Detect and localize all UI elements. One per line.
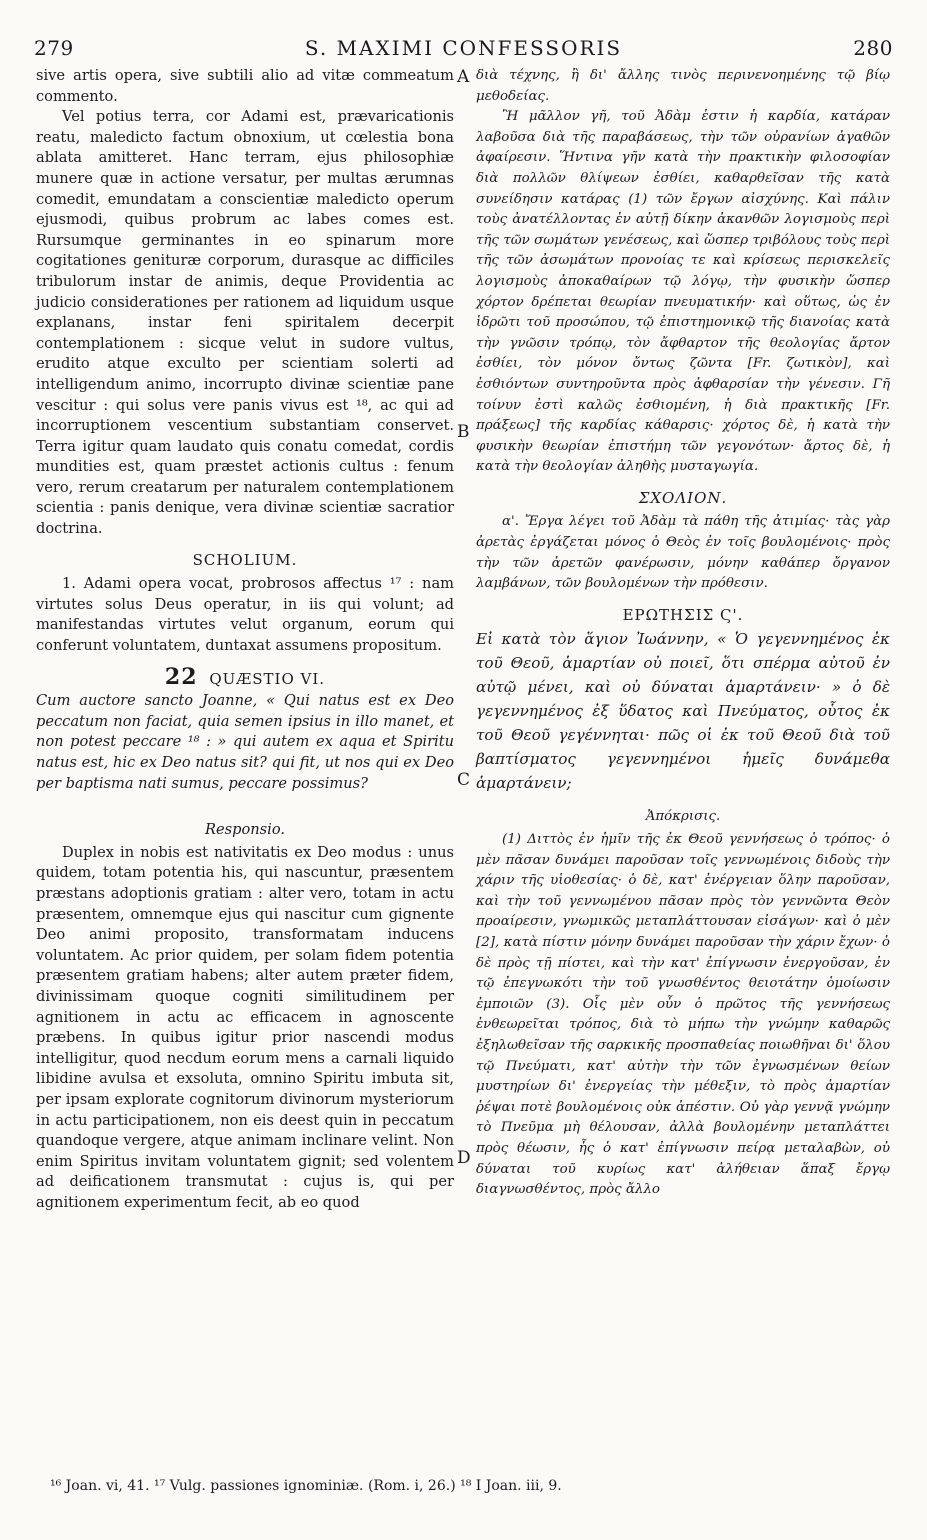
greek-question-text: Εἰ κατὰ τὸν ἅγιον Ἰωάννην, « Ὁ γεγεννημένος ἐκ τοῦ Θεοῦ, ἁμαρτίαν οὐ ποιεῖ, ὅτι σπέρμα αὐτοῦ ἐν αὐτῷ μένει, καὶ οὐ δύναται ἁμαρτάνειν· » ὁ δὲ γεγεννημένος ἐξ ὕδατος καὶ Πνεύματος, οὗτος ἐκ τοῦ Θεοῦ γεγέννηται· πῶς οἱ ἐκ τοῦ Θεοῦ διὰ τοῦ βαπτίσματος γεγεννημένοι ἡμεῖς δυνάμεθα ἁμαρτάνειν;	[476, 630, 890, 793]
right-page-number: 280	[853, 36, 893, 60]
running-title: S. MAXIMI CONFESSORIS	[304, 36, 623, 60]
greek-paragraph: διὰ τέχνης, ἢ δι' ἄλλης τινὸς περινενοημένης τῷ βίῳ μεθοδείας.	[476, 68, 890, 104]
latin-question-title: QUÆSTIO VI.	[209, 669, 326, 688]
greek-question-heading: ΕΡΩΤΗΣΙΣ Ϛ'.	[622, 605, 744, 624]
latin-scholium-text: 1. Adami opera vocat, probrosos affectus ¹⁷ : nam virtutes solus Deus operatur, in iis qui volunt; ad manifestandas virtutes velut organum, eorum qui conferunt voluntatem, duntaxat assumens propositum.	[36, 575, 454, 655]
left-page-number: 279	[34, 36, 74, 60]
greek-paragraph: Ἢ μᾶλλον γῆ, τοῦ Ἀδὰμ ἐστιν ἡ καρδία, κατάραν λαβοῦσα διὰ τῆς παραβάσεως, τὴν τῶν οὐρανίων ἀγαθῶν ἀφαίρεσιν. Ἥντινα γῆν κατὰ τὴν πρακτικὴν φιλοσοφίαν διὰ πολλῶν θλίψεων ἐσθίει, καθαρθεῖσαν τῆς κατὰ συνείδησιν κατάρας (1) τῶν ἔργων αἰσχύνης. Καὶ πάλιν τοὺς ἀνατέλλοντας ἐν αὐτῇ δίκην ἀκανθῶν λογισμοὺς περὶ τῆς τῶν σωμάτων γενέσεως, καὶ ὥσπερ τριβόλους τοὺς περὶ τῆς τῶν ἀσωμάτων προνοίας τε καὶ κρίσεως περισκελεῖς λογισμοὺς ἀποκαθαίρων τῷ λόγῳ, τὴν φυσικὴν ὥσπερ χόρτον δρέπεται θεωρίαν πνευματικήν· καὶ οὕτως, ὡς ἐν ἱδρῶτι τοῦ προσώπου, τῷ ἐπιστημονικῷ τῆς διανοίας κατὰ τὴν γνῶσιν τρόπῳ, τὸν ἄφθαρτον τῆς θεολογίας ἄρτον ἐσθίει, τὸν μόνον ὄντως ζῶντα [Fr. ζωτικὸν], καὶ ἐσθιόντων συντηροῦντα πρὸς ἀφθαρσίαν τὴν γένεσιν. Γῆ τοίνυν ἐστὶ καλῶς ἐσθιομένη, ἡ διὰ πρακτικῆς [Fr. πράξεως] τῆς καρδίας κάθαρσις· χόρτος δὲ, ἡ κατὰ τὴν φυσικὴν θεωρίαν ἐπιστήμη τῶν γεγονότων· ἄρτος δὲ, ἡ κατὰ τὴν θεολογίαν ἀληθὴς μυσταγωγία.	[476, 109, 890, 475]
latin-paragraph: Vel potius terra, cor Adami est, prævaricationis reatu, maledicto factum obnoxium, ut cœlestia bona ablata amitteret. Hanc terram, ejus philosophiæ munere quæ in actione versatur, per multas ærumnas comedit, emundatam a conscientiæ maledicto operum ejusmodi, quibus probrum ac labes comes est. Rursumque germinantes in eo spinarum more cogitationes genituræ corporum, durasque ac difficiles tribulorum instar de animis, deque Providentia ac judicio considerationes per rationem ad liquidum usque explanans, instar feni spiritalem decerpit contemplationem : sicque velut in sudore vultus, erudito atque exculto per scientiam solerti ad intelligendum animo, incorrupto divinæ scientiæ pane vescitur : qui solus vere panis vivus est ¹⁸, ac qui ad incorruptionem vescentium substantiam conservet. Terra igitur quam laudato quis conatu comedat, cordis mundities est, quam præstet actionis cultus : fenum vero, rerum creatarum per naturalem contemplationem scientia : panis denique, vera divinæ scientiæ sacratior doctrina.	[36, 108, 454, 538]
running-header	[34, 36, 893, 62]
margin-marker-a: A	[457, 67, 470, 87]
latin-column	[36, 66, 454, 1213]
latin-question-text: Cum auctore sancto Joanne, « Qui natus est ex Deo peccatum non faciat, quia semen ipsius in illo manet, et non potest peccare ¹⁸ : » qui autem ex aqua et Spiritu natus est, hic ex Deo natus sit? qui fit, ut nos qui ex Deo per baptisma nati sumus, peccare possimus?	[36, 692, 454, 792]
margin-marker-b: B	[457, 422, 470, 442]
latin-paragraph: sive artis opera, sive subtili alio ad vitæ commeatum commento.	[36, 67, 454, 105]
greek-responsio-heading: Ἀπόκρισις.	[645, 809, 721, 825]
greek-scholium-heading: ΣΧΟΛΙΟΝ.	[638, 488, 728, 507]
margin-marker-d: D	[457, 1148, 471, 1168]
latin-responsio-heading: Responsio.	[205, 821, 285, 839]
greek-column	[476, 66, 890, 1201]
footnotes: ¹⁶ Joan. vi, 41. ¹⁷ Vulg. passiones ignominiæ. (Rom. i, 26.) ¹⁸ I Joan. iii, 9.	[50, 1478, 562, 1494]
latin-answer-text: Duplex in nobis est nativitatis ex Deo modus : unus quidem, totam potentia his, qui nascuntur, præsentem præstans adoptionis gratiam : alter vero, totam in actu præsentem, omnemque ejus qui nascitur cum gignente Deo animi proposito, transformatam inducens voluntatem. Ac prior quidem, per solam fidem potentia præsentem gratiam habens; alter autem præter fidem, divinissimam quoque cogniti similitudinem per agnitionem in actu ac efficacem in agnoscente præbens. In quibus igitur prior nascendi modus intelligitur, quod necdum eorum mens a carnali liquido libidine avulsa et exsoluta, omnino Spiritu imbuta sit, per ipsam exploratе cognitorum divinorum mysteriorum in actu participationem, non eis deest quin in peccatum quandoque vergere, atque animam inclinare velint. Non enim Spiritus invitam voluntatem gignit; sed volentem ad deificationem transmutat : cujus is, qui per agnitionem experimentum fecit, ab eo quod	[36, 843, 454, 1211]
question-number: 22	[164, 663, 198, 690]
latin-question-heading	[36, 663, 454, 690]
greek-scholium-text: α'. Ἔργα λέγει τοῦ Ἀδὰμ τὰ πάθη τῆς ἀτιμίας· τὰς γὰρ ἀρετὰς ἐργάζεται μόνος ὁ Θεὸς ἐν τοῖς βουλομένοις· πρὸς τὴν τῶν ἀρετῶν φανέρωσιν, μόνην καθάπερ ὄργανον λαμβάνων, τῶν βουλομένων τὴν πρόθεσιν.	[476, 514, 890, 592]
margin-marker-c: C	[457, 770, 471, 790]
latin-scholium-heading: SCHOLIUM.	[192, 550, 298, 569]
greek-answer-text: (1) Διττὸς ἐν ἡμῖν τῆς ἐκ Θεοῦ γεννήσεως ὁ τρόπος· ὁ μὲν πᾶσαν δυνάμει παροῦσαν τοῖς γεννωμένοις διδοὺς τὴν χάριν τῆς υἱοθεσίας· ὁ δὲ, κατ' ἐνέργειαν ὅλην παροῦσαν, καὶ τὴν τοῦ γεννωμένου πᾶσαν πρὸς τὸν γεννῶντα Θεὸν προαίρεσιν, γνωμικῶς μεταπλάττουσαν εἰσάγων· καὶ ὁ μὲν [2], κατὰ πίστιν μόνην δυνάμει παροῦσαν τὴν χάριν ἔχων· ὁ δὲ πρὸς τῇ πίστει, καὶ τὴν κατ' ἐπίγνωσιν ἐνεργοῦσαν, ἐν τῷ ἐπεγνωκότι τὴν τοῦ γνωσθέντος θειοτάτην ὁμοίωσιν ἐμποιῶν (3). Οἷς μὲν οὖν ὁ πρῶτος τῆς γεννήσεως ἐνθεωρεῖται τρόπος, διὰ τὸ μήπω τὴν γνώμην καθαρῶς ἐξηλωθεῖσαν τῆς σαρκικῆς προσπαθείας ποιωθῆναι δι' ὅλου τῷ Πνεύματι, κατ' αὐτὴν τὴν τῶν ἐγνωσμένων θείων μυστηρίων δι' ἐνεργείας τὴν μέθεξιν, τὸ πρὸς ἁμαρτίαν ῥέψαι ποτὲ βουλομένοις οὐκ ἀπέστιν. Οὐ γὰρ γεννᾷ γνώμην τὸ Πνεῦμα μὴ θέλουσαν, ἀλλὰ βουλομένην μεταπλάττει πρὸς θέωσιν, ἧς ὁ κατ' ἐπίγνωσιν πείρᾳ μεταλαβὼν, οὐ δύναται τοῦ κυρίως κατ' ἀλήθειαν ἅπαξ ἔργῳ διαγνωσθέντος, πρὸς ἄλλο	[476, 832, 890, 1198]
